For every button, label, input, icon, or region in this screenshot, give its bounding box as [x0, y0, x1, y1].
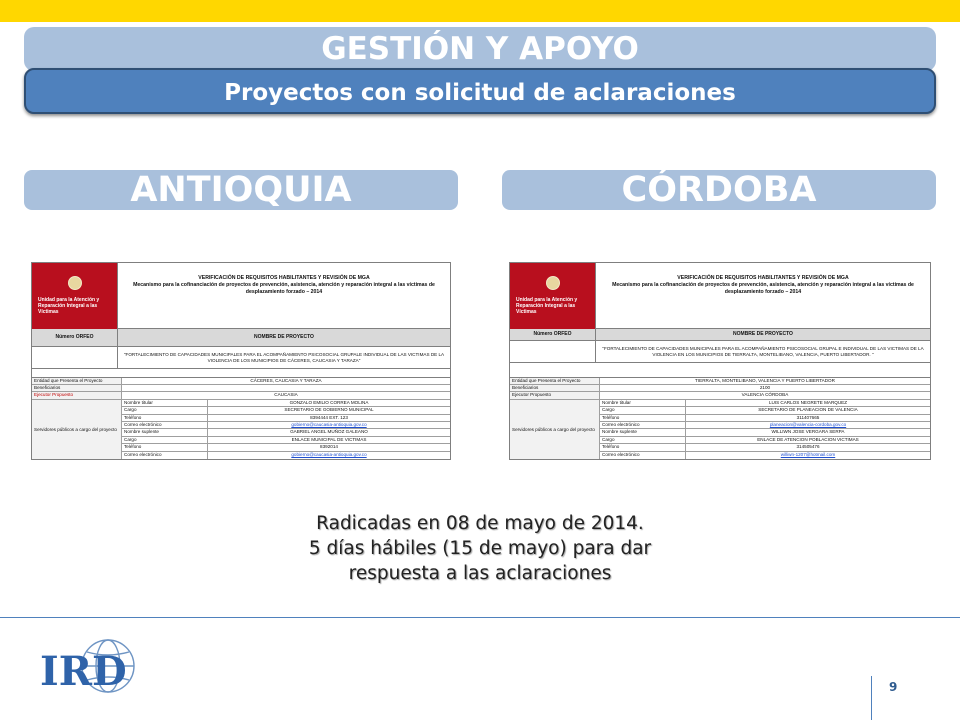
entity-row: [510, 378, 930, 385]
server-field-label: Teléfono: [122, 444, 208, 450]
page-number: 9: [889, 680, 898, 694]
servers-label: Servidores públicos a cargo del proyecto: [510, 400, 600, 459]
unidad-victimas-logo: [32, 263, 118, 329]
server-field-label: Cargo: [600, 407, 686, 413]
crest-icon: [546, 276, 560, 290]
servers-rows: [600, 400, 930, 459]
server-row: [122, 407, 450, 414]
server-field-label: Correo electrónico: [122, 422, 208, 428]
email-link[interactable]: planeacion@valencia-cordoba.gov.co: [769, 422, 847, 428]
server-row: [122, 452, 450, 459]
document-title-line2: Mecanismo para la cofinanciación de proyectos de prevención, asistencia, atención y reparación integral a las víctimas de desplazamiento forzado – 2014: [612, 281, 914, 295]
server-field-value: ENLACE DE ATENCION POBLACION VICTIMAS: [757, 436, 859, 442]
unidad-victimas-logo: [510, 263, 596, 329]
project-header-row: [32, 329, 450, 347]
document-title: [118, 263, 450, 328]
server-row: [600, 407, 930, 414]
note-line-2: 5 días hábiles (15 de mayo) para dar: [308, 538, 652, 559]
server-row: [600, 437, 930, 444]
orfeo-number-cell: [510, 341, 596, 362]
project-name-row: [32, 347, 450, 369]
server-field-value: SECRETARIO DE PLANEACION DE VALENCIA: [758, 407, 858, 413]
server-field-value: WILLIWN JOSE VERGARA SERPA: [771, 429, 845, 435]
beneficiaries-row: [510, 385, 930, 392]
server-field-label: Teléfono: [600, 444, 686, 450]
server-field-value: LUIS CARLOS NEGRETE MARQUEZ: [768, 399, 848, 405]
document-title-line2: Mecanismo para la cofinanciación de proyectos de prevención, asistencia, atención y reparación integral a las víctimas de desplazamiento forzado – 2014: [133, 281, 435, 295]
executor-label: Ejecutor Propuesto: [32, 392, 122, 398]
project-header-row: [510, 329, 930, 341]
document-header: [32, 263, 450, 329]
project-name-cell: "FORTALECIMIENTO DE CAPACIDADES MUNICIPALES PARA EL ACOMPAÑAMIENTO PSICOSOCIAL GRUPALE INDIVIDUAL DE LAS VICTIMAS DE LA VIOLENCIA DE LOS MUNICIPIOS DE CÁCERES, CAUCASIA Y TARAZA": [123, 352, 445, 363]
server-field-label: Nombre suplente: [122, 429, 208, 435]
entity-label: Entidad que Presenta el Proyecto: [32, 378, 122, 384]
entity-value: TIERRALTA, MONTELIBANO, VALENCIA Y PUERTO LIBERTADOR: [695, 377, 835, 383]
project-details-table: [510, 377, 930, 459]
page-number-divider: [871, 676, 872, 720]
beneficiaries-value: [122, 385, 450, 391]
orfeo-column-header: Número ORFEO: [32, 329, 118, 346]
server-row: [122, 429, 450, 436]
document-antioquia: [31, 262, 451, 460]
document-title-line1: VERIFICACIÓN DE REQUISITOS HABILITANTES Y REVISIÓN DE MGA: [198, 275, 370, 281]
server-field-value: 314505476: [796, 444, 820, 450]
server-row: [122, 437, 450, 444]
orfeo-column-header: Número ORFEO: [510, 329, 596, 340]
email-link[interactable]: gobierno@caucasia-antioquia.gov.co: [291, 451, 367, 457]
server-field-label: Teléfono: [600, 415, 686, 421]
server-field-label: Cargo: [122, 437, 208, 443]
orfeo-number-cell: [32, 347, 118, 368]
server-field-value: 8392014: [320, 444, 338, 450]
page-title: GESTIÓN Y APOYO: [24, 27, 936, 71]
entity-row: [32, 378, 450, 385]
project-name-row: [510, 341, 930, 363]
executor-value: CAUCASIA: [274, 392, 298, 398]
document-cordoba: [509, 262, 931, 460]
project-column-header: NOMBRE DE PROYECTO: [118, 329, 450, 346]
server-field-value: GABRIEL ANGEL MUÑOZ GALEANO: [290, 429, 368, 435]
beneficiaries-label: Beneficiarios: [510, 385, 600, 391]
ird-logo: [38, 635, 142, 699]
entity-value: CÁCERES, CAUCASIA Y TARAZA: [250, 377, 322, 383]
crest-icon: [68, 276, 82, 290]
server-row: [122, 400, 450, 407]
server-field-label: Cargo: [122, 407, 208, 413]
server-row: [122, 444, 450, 451]
document-title: [596, 263, 930, 328]
executor-row: [32, 392, 450, 399]
server-field-value: ENLACE MUNICIPAL DE VICTIMAS: [291, 436, 367, 442]
server-field-label: Teléfono: [122, 415, 208, 421]
executor-label: Ejecutor Propuesto: [510, 392, 600, 398]
server-field-label: Nombre suplente: [600, 429, 686, 435]
server-row: [122, 422, 450, 429]
document-header: [510, 263, 930, 329]
top-accent-bar: [0, 0, 960, 22]
server-row: [600, 429, 930, 436]
server-row: [600, 444, 930, 451]
server-field-value: GONZALO EMILIO CORREA MOLINA: [289, 399, 369, 405]
project-details-table: [32, 377, 450, 459]
footer-divider: [0, 617, 960, 618]
region-label-cordoba: CÓRDOBA: [502, 170, 936, 210]
server-field-value: SECRETARIO DE GOBIERNO MUNICIPAL: [284, 407, 374, 413]
page-subtitle: Proyectos con solicitud de aclaraciones: [24, 68, 936, 114]
note-line-1: Radicadas en 08 de mayo de 2014.: [316, 513, 644, 534]
ird-logo-text: IRD: [40, 648, 127, 695]
servers-rows: [122, 400, 450, 459]
note-line-3: respuesta a las aclaraciones: [348, 563, 612, 584]
logo-text: Unidad para la Atención y Reparación Integral a las Víctimas: [38, 297, 100, 315]
server-row: [122, 415, 450, 422]
beneficiaries-value: 2100: [759, 385, 771, 391]
server-row: [600, 452, 930, 459]
entity-label: Entidad que Presenta el Proyecto: [510, 378, 600, 384]
server-row: [600, 422, 930, 429]
server-field-label: Cargo: [600, 437, 686, 443]
server-field-label: Nombre titular: [600, 400, 686, 406]
servers-block: [510, 400, 930, 459]
executor-value: VALENCIA CÓRDOBA: [741, 392, 789, 398]
project-name-cell: "FORTALECIMIENTO DE CAPACIDADES MUNICIPALES PARA EL ACOMPAÑAMIENTO PSICOSOCIAL GRUPAL E INDIVIDUAL DE LAS VICTIMAS DE LA VIOLENCIA EN LOS MUNICIPIOS DE TIERRALTA, MONTELIBANO, VALENCIA, PUERTO LIBERTADOR. ": [602, 346, 924, 357]
executor-row: [510, 392, 930, 399]
server-field-label: Correo electrónico: [600, 422, 686, 428]
email-link[interactable]: gobierno@caucasia-antioquia.gov.co: [291, 422, 367, 428]
server-field-label: Correo electrónico: [122, 452, 208, 459]
beneficiaries-row: [32, 385, 450, 392]
beneficiaries-label: Beneficiarios: [32, 385, 122, 391]
server-row: [600, 415, 930, 422]
email-link[interactable]: williwn-1207@hotmail.com: [780, 451, 836, 457]
server-field-value: 311407665: [796, 414, 820, 420]
document-title-line1: VERIFICACIÓN DE REQUISITOS HABILITANTES Y REVISIÓN DE MGA: [677, 275, 849, 281]
server-field-value: 8394444 EXT. 123: [310, 414, 348, 420]
server-field-label: Correo electrónico: [600, 452, 686, 459]
region-label-antioquia: ANTIOQUIA: [24, 170, 458, 210]
servers-block: [32, 400, 450, 459]
servers-label: Servidores públicos a cargo del proyecto: [32, 400, 122, 459]
logo-text: Unidad para la Atención y Reparación Integral a las Víctimas: [516, 297, 578, 315]
project-column-header: NOMBRE DE PROYECTO: [596, 329, 930, 340]
deadline-note: [200, 511, 760, 586]
server-field-label: Nombre titular: [122, 400, 208, 406]
server-row: [600, 400, 930, 407]
